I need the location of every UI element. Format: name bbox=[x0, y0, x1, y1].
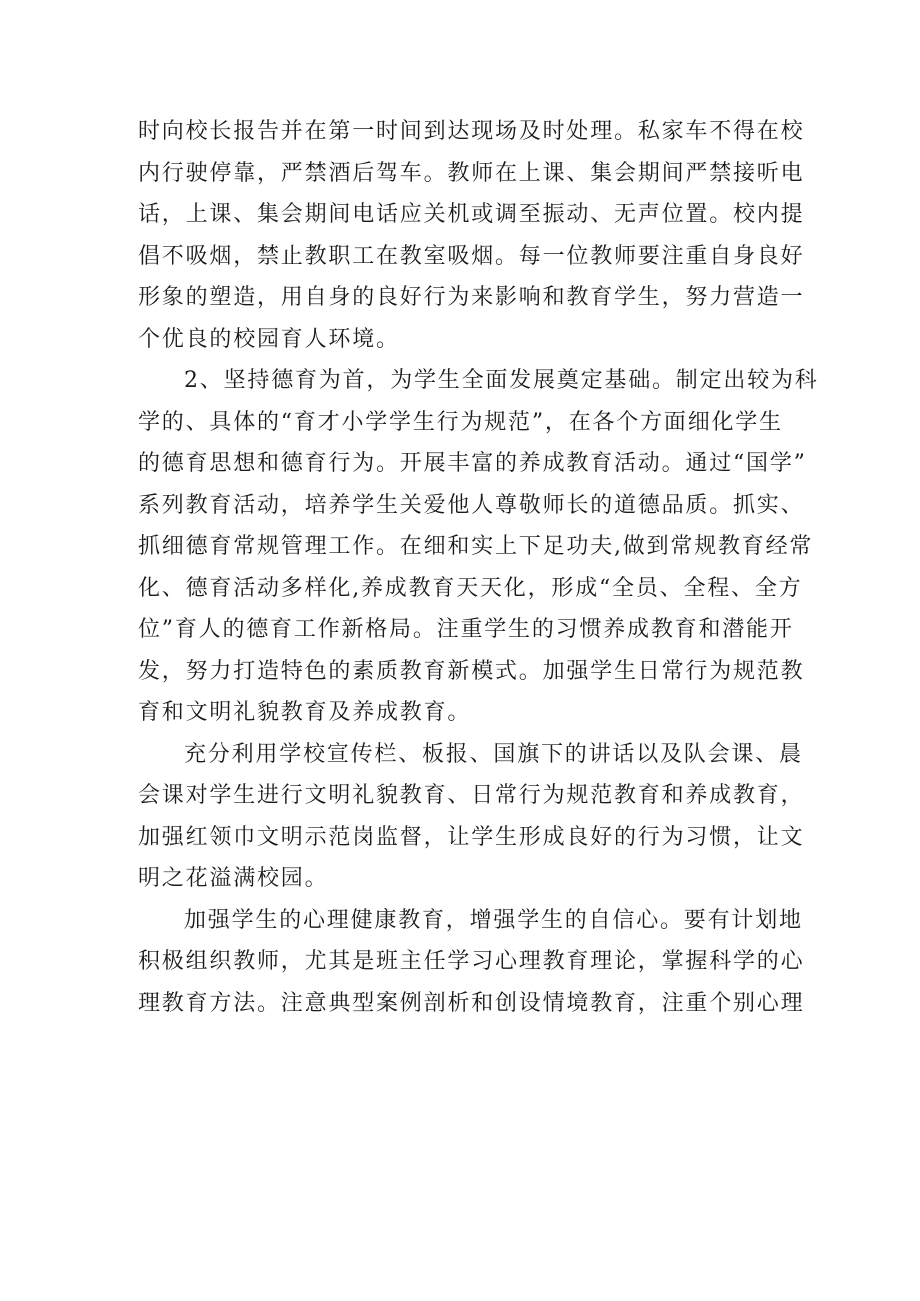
text-line: 话，上课、集会期间电话应关机或调至振动、无声位置。校内提 bbox=[138, 202, 805, 227]
text-line: 的德育思想和德育行为。开展丰富的养成教育活动。通过“国学” bbox=[138, 451, 807, 476]
paragraph-civility-education bbox=[138, 734, 805, 900]
text-line: 内行驶停靠，严禁酒后驾车。教师在上课、集会期间严禁接听电 bbox=[138, 160, 805, 186]
text-line: 加强红领巾文明示范岗监督，让学生形成良好的行为习惯，让文 bbox=[138, 824, 805, 850]
text-line: 抓细德育常规管理工作。在细和实上下足功夫,做到常规教育经常 bbox=[138, 534, 814, 559]
document-body bbox=[138, 111, 819, 1024]
text-line: 时向校长报告并在第一时间到达现场及时处理。私家车不得在校 bbox=[138, 119, 805, 144]
paragraph-campus-conduct bbox=[138, 111, 805, 360]
text-line: 个优良的校园育人环境。 bbox=[138, 326, 400, 352]
text-line: 学的、具体的“育才小学学生行为规范”，在各个方面细化学生 bbox=[138, 409, 783, 435]
text-line: 发，努力打造特色的素质教育新模式。加强学生日常行为规范教 bbox=[138, 658, 805, 684]
text-line: 积极组织教师，尤其是班主任学习心理教育理论，掌握科学的心 bbox=[138, 949, 805, 974]
text-line: 加强学生的心理健康教育，增强学生的自信心。要有计划地 bbox=[184, 907, 803, 933]
text-line: 明之花溢满校园。 bbox=[138, 866, 329, 891]
text-line: 倡不吸烟，禁止教职工在教室吸烟。每一位教师要注重自身良好 bbox=[138, 243, 805, 269]
text-line: 化、德育活动多样化,养成教育天天化，形成“全员、全程、全方 bbox=[138, 575, 803, 601]
paragraph-mental-health bbox=[138, 900, 805, 1025]
text-line: 育和文明礼貌教育及养成教育。 bbox=[138, 700, 472, 725]
text-line: 充分利用学校宣传栏、板报、国旗下的讲话以及队会课、晨 bbox=[184, 741, 803, 767]
text-line: 形象的塑造，用自身的良好行为来影响和教育学生，努力营造一 bbox=[138, 285, 805, 310]
text-line: 位”育人的德育工作新格局。注重学生的习惯养成教育和潜能开 bbox=[138, 617, 794, 642]
text-line: 系列教育活动，培养学生关爱他人尊敬师长的道德品质。抓实、 bbox=[138, 492, 805, 518]
paragraph-moral-education bbox=[138, 360, 819, 734]
text-line: 2、坚持德育为首，为学生全面发展奠定基础。制定出较为科 bbox=[184, 368, 819, 393]
text-line: 理教育方法。注意典型案例剖析和创设情境教育，注重个别心理 bbox=[138, 990, 805, 1016]
text-line: 会课对学生进行文明礼貌教育、日常行为规范教育和养成教育， bbox=[138, 783, 805, 808]
